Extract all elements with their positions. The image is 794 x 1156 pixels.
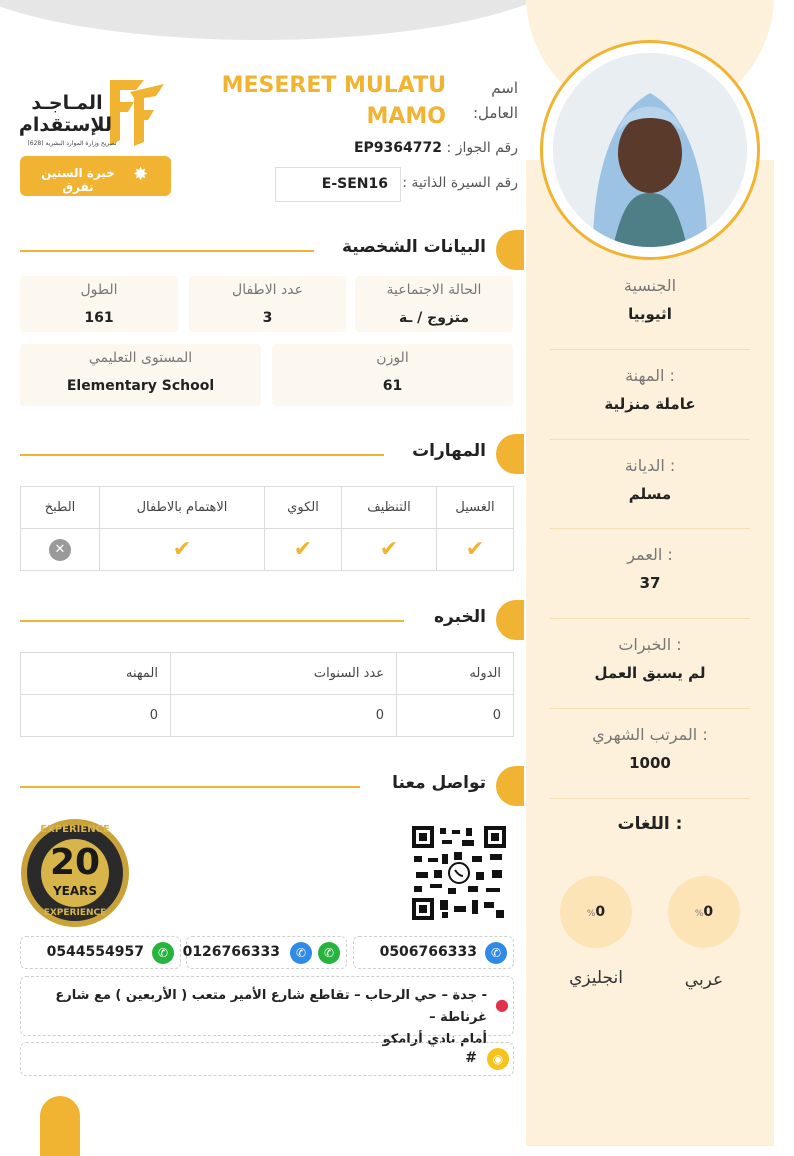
worker-name (220, 70, 446, 132)
experience-badge-text: خبرة السنين تفرق (41, 166, 115, 194)
check-icon: ✔ (465, 537, 485, 562)
skill-cross-cell (21, 529, 100, 571)
children-label: عدد الاطفال (232, 282, 303, 298)
address-line2: أمام نادي أرامكو (382, 1032, 487, 1047)
name-label-line1: اسم (491, 79, 518, 97)
experience-header: المهنه (21, 653, 171, 695)
sidebar-divider (550, 439, 750, 440)
passport-label: رقم الجواز : (446, 140, 518, 156)
religion-value: مسلم (628, 485, 672, 503)
qr-code[interactable] (412, 826, 506, 920)
address-box (20, 976, 514, 1047)
salary-item (550, 725, 750, 772)
skill-check-cell (265, 529, 342, 571)
cv-number-box (275, 167, 401, 202)
marital-status-value: متزوج / ـة (398, 310, 470, 326)
english-level (560, 876, 632, 948)
section-tab (496, 600, 524, 640)
sidebar-divider (550, 528, 750, 529)
children-value: 3 (262, 310, 273, 326)
education-value: Elementary School (66, 378, 215, 394)
cv-number-label: رقم السيرة الذاتية : (402, 175, 518, 191)
experience-section-title: الخبره (433, 607, 486, 627)
nationality-item (550, 276, 750, 323)
sidebar-divider (550, 349, 750, 350)
phone-icon: ✆ (485, 942, 507, 964)
profession-label: المهنة : (625, 366, 675, 385)
english-level-value: 0 (595, 904, 606, 920)
experience-table (20, 652, 514, 737)
experience-header: الدوله (397, 653, 514, 695)
section-tab (496, 434, 524, 474)
cross-icon: ✕ (49, 539, 71, 561)
phone-number[interactable]: 0544554957 (46, 944, 144, 960)
experience-cell: 0 (21, 695, 171, 737)
name-label-line2: العامل: (473, 104, 518, 122)
company-name-line1: المـاجـد (31, 92, 103, 114)
languages-title: اللغات : (617, 814, 683, 834)
personal-section-title: البيانات الشخصية (341, 237, 486, 257)
worker-photo-frame (540, 40, 760, 260)
nationality-value: اثيوبيا (628, 305, 672, 323)
passport-value: EP9364772 (353, 140, 442, 156)
address-line1: - جدة – حي الرحاب – تقاطع شارع الأمير متعب ( الأربعين ) مع شارع غرناطة – (55, 988, 487, 1025)
check-icon: ✔ (172, 537, 192, 562)
arabic-level-value: 0 (703, 904, 714, 920)
skill-check-cell (437, 529, 514, 571)
section-tab (496, 230, 524, 270)
section-tab (496, 766, 524, 806)
cv-number-value: E-SEN16 (321, 176, 388, 192)
phone-box[interactable] (20, 936, 181, 969)
arabic-level (668, 876, 740, 948)
religion-label: الديانة : (624, 456, 676, 475)
height-box (20, 276, 178, 332)
sidebar-divider (550, 618, 750, 619)
children-box (189, 276, 346, 332)
skill-header: الطبخ (21, 487, 100, 529)
worker-name-line2: MAMO (366, 104, 446, 129)
snapchat-handle[interactable]: # (465, 1050, 477, 1066)
height-value: 161 (84, 310, 114, 326)
footer-accent-tab (40, 1096, 80, 1156)
skill-header: الكوي (265, 487, 342, 529)
experience-cell: 0 (171, 695, 397, 737)
company-name (18, 92, 112, 136)
sidebar-divider (550, 798, 750, 799)
education-box (20, 344, 261, 406)
skill-check-cell (100, 529, 265, 571)
english-level-unit: % (586, 909, 596, 919)
phone-number[interactable]: 0126766333 (182, 944, 280, 960)
worker-photo (553, 53, 747, 247)
height-label: الطول (80, 282, 118, 298)
check-icon: ✔ (379, 537, 399, 562)
age-item (550, 545, 750, 592)
section-line (20, 620, 404, 622)
experience-cell: 0 (397, 695, 514, 737)
skills-section-title: المهارات (412, 441, 486, 461)
seal-years: YEARS (52, 884, 98, 898)
section-line (20, 250, 314, 252)
contact-section-title: تواصل معنا (392, 773, 486, 793)
arabic-label: عربي (684, 970, 724, 990)
phone-icon: ✆ (290, 942, 312, 964)
experience-badge (20, 156, 171, 196)
seal-bottom-text: EXPERIENCE (43, 908, 107, 918)
weight-box (272, 344, 513, 406)
snapchat-icon: ◉ (487, 1048, 509, 1070)
salary-value: 1000 (629, 754, 671, 772)
experience-header: عدد السنوات (171, 653, 397, 695)
worker-name-line1: MESERET MULATU (221, 73, 446, 98)
experience-value: لم يسبق العمل (594, 664, 706, 682)
education-label: المستوى التعليمي (88, 350, 193, 366)
skill-header: التنظيف (342, 487, 437, 529)
section-line (20, 454, 384, 456)
nationality-label: الجنسية (623, 276, 677, 295)
age-value: 37 (639, 574, 661, 592)
skill-check-cell (342, 529, 437, 571)
name-label (468, 76, 518, 126)
phone-box[interactable] (182, 936, 347, 969)
english-label: انجليزي (569, 968, 623, 988)
seal-number: 20 (49, 842, 101, 883)
company-name-line2: للإستقدام (18, 114, 112, 136)
check-icon: ✔ (293, 537, 313, 562)
experience-seal (20, 818, 130, 928)
snapchat-box[interactable] (20, 1042, 514, 1076)
sparkle-icon: ✸ (133, 164, 149, 185)
experience-label: الخبرات : (618, 635, 682, 654)
section-line (20, 786, 360, 788)
weight-label: الوزن (376, 350, 409, 366)
experience-item (550, 635, 750, 682)
marital-status-label: الحالة الاجتماعية (386, 282, 482, 298)
company-license: تصريح وزارة الموارد البشرية (628) (27, 140, 117, 147)
age-label: العمر : (627, 545, 673, 564)
header-swoosh-decoration (0, 0, 580, 40)
weight-value: 61 (382, 378, 403, 394)
seal-top-text: EXPERIENCE (40, 824, 110, 835)
profession-item (550, 366, 750, 413)
skill-header: الغسيل (437, 487, 514, 529)
skills-table (20, 486, 514, 571)
salary-label: المرتب الشهري : (592, 725, 708, 744)
skill-header: الاهتمام بالاطفال (100, 487, 265, 529)
whatsapp-icon: ✆ (152, 942, 174, 964)
arabic-level-unit: % (694, 909, 704, 919)
sidebar-divider (550, 708, 750, 709)
phone-number[interactable]: 0506766333 (379, 944, 477, 960)
phone-box[interactable] (353, 936, 514, 969)
profession-value: عاملة منزلية (604, 395, 696, 413)
whatsapp-icon: ✆ (318, 942, 340, 964)
marital-status-box (355, 276, 513, 332)
location-pin-icon: ● (495, 995, 509, 1014)
religion-item (550, 456, 750, 503)
